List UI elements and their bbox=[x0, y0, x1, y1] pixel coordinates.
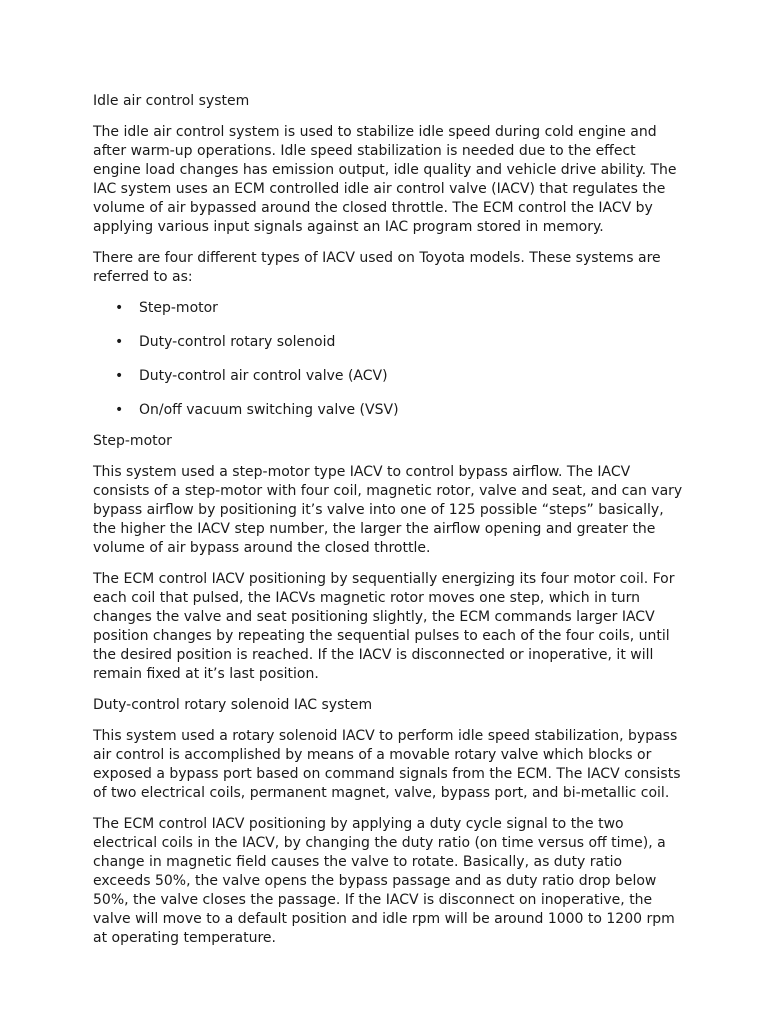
step-motor-paragraph-1: This system used a step-motor type IACV to control bypass airflow. The IACV consists of a step-motor with four coil, magnetic rotor, valve and seat, and can vary bypass airflow by positioning it’s valve into one of 125 possible “steps” basically, the higher the IACV step number, the larger the airflow opening and greater the volume of air bypass around the closed throttle. bbox=[93, 464, 683, 556]
list-item-label: Duty-control rotary solenoid bbox=[139, 334, 336, 350]
iacv-types-list bbox=[93, 299, 683, 420]
intro-paragraph-1: The idle air control system is used to stabilize idle speed during cold engine and after warm-up operations. Idle speed stabilization is needed due to the effect engine load changes has emission output, idle quality and vehicle drive ability. The IAC system uses an ECM controlled idle air control valve (IACV) that regulates the volume of air bypassed around the closed throttle. The ECM control the IACV by applying various input signals against an IAC program stored in memory. bbox=[93, 124, 677, 235]
bullet-icon: • bbox=[115, 368, 124, 384]
document-page bbox=[93, 92, 683, 960]
rotary-solenoid-paragraph-2: The ECM control IACV positioning by applying a duty cycle signal to the two electrical coils in the IACV, by changing the duty ratio (on time versus off time), a change in magnetic field causes the valve to rotate. Basically, as duty ratio exceeds 50%, the valve opens the bypass passage and as duty ratio drop below 50%, the valve closes the passage. If the IACV is disconnect on inoperative, the valve will move to a default position and idle rpm will be around 1000 to 1200 rpm at operating temperature. bbox=[93, 816, 675, 946]
intro-paragraph-2: There are four different types of IACV used on Toyota models. These systems are referred to as: bbox=[93, 250, 661, 285]
list-item bbox=[93, 367, 683, 386]
list-item bbox=[93, 333, 683, 352]
list-item bbox=[93, 299, 683, 318]
list-item-label: On/off vacuum switching valve (VSV) bbox=[139, 402, 399, 418]
step-motor-heading: Step-motor bbox=[93, 433, 172, 449]
rotary-solenoid-heading: Duty-control rotary solenoid IAC system bbox=[93, 697, 373, 713]
step-motor-paragraph-2: The ECM control IACV positioning by sequentially energizing its four motor coil. For each coil that pulsed, the IACVs magnetic rotor moves one step, which in turn changes the valve and seat positioning slightly, the ECM commands larger IACV position changes by repeating the sequential pulses to each of the four coils, until the desired position is reached. If the IACV is disconnected or inoperative, it will remain fixed at it’s last position. bbox=[93, 571, 675, 682]
list-item-label: Duty-control air control valve (ACV) bbox=[139, 368, 388, 384]
bullet-icon: • bbox=[115, 334, 124, 350]
bullet-icon: • bbox=[115, 402, 124, 418]
bullet-icon: • bbox=[115, 300, 124, 316]
rotary-solenoid-paragraph-1: This system used a rotary solenoid IACV to perform idle speed stabilization, bypass air control is accomplished by means of a movable rotary valve which blocks or exposed a bypass port based on command signals from the ECM. The IACV consists of two electrical coils, permanent magnet, valve, bypass port, and bi-metallic coil. bbox=[93, 728, 681, 801]
document-title: Idle air control system bbox=[93, 93, 250, 109]
list-item bbox=[93, 401, 683, 420]
list-item-label: Step-motor bbox=[139, 300, 218, 316]
